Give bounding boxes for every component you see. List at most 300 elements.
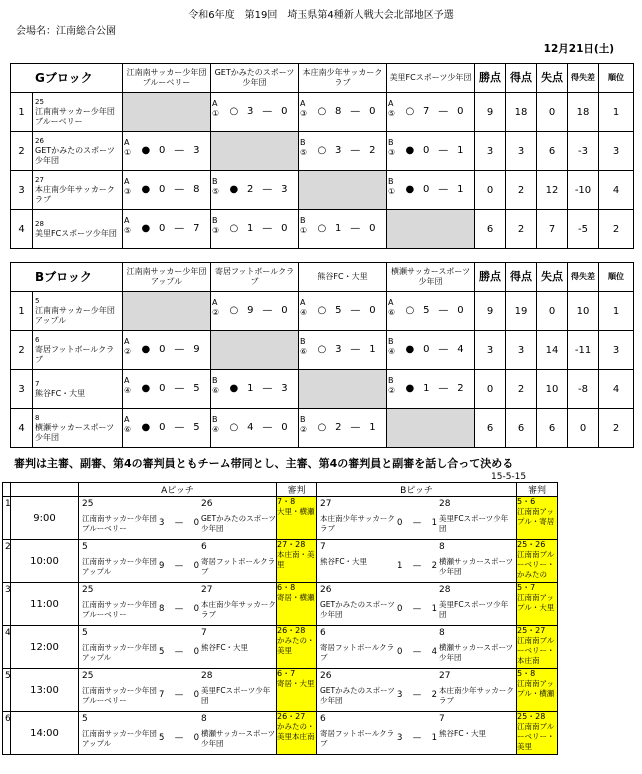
opponent-header: 熊谷FC・大里: [299, 263, 387, 292]
score-against: 5: [193, 383, 200, 394]
score-dash: —: [174, 184, 185, 195]
away-number: 8: [439, 542, 445, 552]
result-mark: ●: [141, 344, 151, 355]
pitch-letter: A: [388, 99, 394, 108]
fixture: [317, 626, 516, 668]
away-score: 1: [431, 733, 437, 743]
team-row: [11, 331, 634, 370]
team-cell: [33, 409, 123, 448]
referee-numbers: 25・26: [517, 540, 546, 549]
team-row: [11, 93, 634, 132]
away-number: 7: [201, 628, 207, 638]
stat-value: 2: [599, 409, 634, 448]
result-mark: ○: [229, 305, 239, 316]
home-number: 26: [320, 671, 332, 681]
score-line: [137, 422, 204, 433]
result-mark: ○: [317, 344, 327, 355]
self-match-cell: [211, 331, 299, 370]
fixture-score: [397, 647, 437, 657]
stat-value: 6: [506, 409, 537, 448]
away-team: 横瀬サッカースポーツ少年団: [439, 557, 514, 576]
referee-numbers: 5・6: [517, 497, 536, 506]
pitch-b-match: [317, 626, 517, 669]
team-cell: [33, 210, 123, 249]
result-mark: ●: [229, 184, 239, 195]
referee-teams: 寄居・横瀬: [277, 593, 315, 602]
stat-value: 3: [599, 132, 634, 171]
referee-cell: [517, 712, 558, 755]
away-score: 4: [431, 647, 437, 657]
fixture: [317, 712, 516, 754]
match-result-cell: [387, 331, 475, 370]
team-row: [11, 210, 634, 249]
result-mark: ●: [141, 223, 151, 234]
fixture: [79, 583, 276, 625]
match-result: [387, 331, 474, 369]
match-result: [299, 331, 386, 369]
score-dash: —: [174, 561, 184, 571]
match-result-cell: [211, 93, 299, 132]
pitch-letter: A: [124, 415, 130, 424]
home-team: 寄居フットボールクラブ: [320, 643, 395, 662]
score-line: [401, 305, 468, 316]
fixture-score: [159, 733, 199, 743]
score-line: [313, 145, 380, 156]
score-dash: —: [350, 305, 361, 316]
home-number: 6: [320, 628, 326, 638]
team-name: 美里FCスポーツ少年団: [35, 229, 117, 238]
away-score: 0: [193, 690, 199, 700]
match-order: [124, 376, 131, 396]
fixture: [79, 497, 276, 539]
match-result: [299, 409, 386, 447]
match-result: [299, 210, 386, 248]
fixture: [317, 540, 516, 582]
team-name: 横瀬サッカースポーツ少年団: [35, 423, 115, 442]
referee-teams: 大里・横瀬: [277, 507, 315, 516]
score-dash: —: [174, 383, 185, 394]
away-score: 0: [193, 518, 199, 528]
match-order-number: ⑥: [300, 347, 308, 356]
away-team: 熊谷FC・大里: [201, 643, 249, 652]
match-order: [212, 216, 219, 236]
match-order: [300, 216, 307, 236]
sched-header-aref: 審判: [277, 483, 317, 497]
match-result: [299, 292, 386, 330]
stat-value: 0: [475, 370, 506, 409]
score-dash: —: [262, 184, 273, 195]
stat-value: -8: [568, 370, 599, 409]
match-order-number: ⑥: [388, 308, 396, 317]
stat-header: 順位: [599, 263, 634, 292]
stat-header: 得点: [506, 263, 537, 292]
match-result-cell: [299, 210, 387, 249]
fixture-score: [159, 604, 199, 614]
score-dash: —: [174, 647, 184, 657]
stat-header: 失点: [537, 64, 568, 93]
stat-header: 得失差: [568, 64, 599, 93]
home-team: GETかみたのスポーツ少年団: [320, 600, 395, 619]
fixture-score: [159, 561, 199, 571]
score-against: 3: [281, 184, 288, 195]
match-result: [123, 171, 210, 209]
team-cell: [33, 171, 123, 210]
venue-label: 会場名：江南総合公園: [16, 26, 116, 37]
match-order-number: ⑤: [124, 226, 132, 235]
schedule-row: [3, 497, 558, 540]
result-mark: ●: [405, 145, 415, 156]
stat-value: 0: [537, 292, 568, 331]
match-no: 2: [3, 540, 11, 583]
row-index: 2: [11, 132, 33, 171]
result-mark: ●: [229, 383, 239, 394]
match-order: [124, 337, 131, 357]
score-for: 0: [159, 145, 166, 156]
sched-header-no: [3, 483, 11, 497]
match-result-cell: [123, 171, 211, 210]
block-name: Bブロック: [11, 263, 123, 292]
match-order: [388, 177, 395, 197]
stat-value: -5: [568, 210, 599, 249]
referee-teams: 江南南ブルーベリー・かみたの: [517, 550, 555, 579]
referee-numbers: 27・28: [277, 540, 306, 549]
score-line: [313, 106, 380, 117]
home-number: 26: [320, 585, 332, 595]
match-result: [299, 93, 386, 131]
result-mark: ○: [317, 106, 327, 117]
score-line: [313, 305, 380, 316]
team-number: 7: [35, 380, 40, 388]
fixture-score: [397, 518, 437, 528]
referee-cell: [517, 669, 558, 712]
score-against: 7: [193, 223, 200, 234]
team-cell: [33, 132, 123, 171]
stat-value: 0: [475, 171, 506, 210]
match-order: [124, 216, 131, 236]
pitch-letter: A: [124, 138, 130, 147]
match-result-cell: [387, 171, 475, 210]
score-dash: —: [174, 518, 184, 528]
pitch-letter: A: [124, 177, 130, 186]
team-number: 27: [35, 176, 44, 184]
away-score: 1: [431, 518, 437, 528]
result-mark: ●: [141, 184, 151, 195]
match-result: [123, 210, 210, 248]
kickoff-time: 10:00: [11, 540, 79, 583]
away-score: 0: [193, 733, 199, 743]
match-result: [211, 171, 298, 209]
referee-cell: [277, 669, 317, 712]
score-for: 0: [423, 344, 430, 355]
match-result-cell: [123, 132, 211, 171]
match-order: [300, 99, 307, 119]
referee-numbers: 7・8: [277, 497, 296, 506]
score-against: 0: [281, 422, 288, 433]
away-score: 0: [193, 561, 199, 571]
match-order: [124, 415, 131, 435]
home-score: 0: [397, 647, 403, 657]
pitch-b-match: [317, 540, 517, 583]
home-number: 25: [82, 499, 94, 509]
referee-teams: 寄居・大里: [277, 679, 315, 688]
referee-numbers: 25・28: [517, 712, 546, 721]
team-row: [11, 409, 634, 448]
stat-header: 得点: [506, 64, 537, 93]
home-team: 江南南サッカー少年団 ブルーベリー: [82, 686, 157, 705]
pitch-letter: A: [124, 216, 130, 225]
team-row: [11, 292, 634, 331]
stat-value: 14: [537, 331, 568, 370]
match-no: 5: [3, 669, 11, 712]
match-result-cell: [387, 93, 475, 132]
score-dash: —: [262, 383, 273, 394]
home-score: 0: [397, 518, 403, 528]
referee-numbers: 5・7: [517, 583, 536, 592]
self-match-cell: [211, 132, 299, 171]
match-no: 6: [3, 712, 11, 755]
row-index: 1: [11, 93, 33, 132]
stat-value: 2: [506, 370, 537, 409]
away-number: 8: [439, 628, 445, 638]
referee-teams: 江南南アップル・横瀬: [517, 679, 555, 698]
referee-teams: かみたの・美里: [277, 636, 315, 655]
match-order: [388, 138, 395, 158]
stat-header: 順位: [599, 64, 634, 93]
opponent-header: 横瀬サッカースポーツ少年団: [387, 263, 475, 292]
score-for: 0: [159, 344, 166, 355]
score-for: 0: [159, 223, 166, 234]
referee-teams: 江南南ブルーベリー・美里: [517, 722, 555, 751]
match-result: [123, 370, 210, 408]
stat-value: 3: [506, 132, 537, 171]
match-result: [387, 370, 474, 408]
team-cell: [33, 331, 123, 370]
score-against: 0: [369, 305, 376, 316]
pitch-letter: B: [300, 216, 306, 225]
fixture: [79, 669, 276, 711]
match-order-number: ③: [388, 148, 396, 157]
home-number: 25: [82, 585, 94, 595]
pitch-a-match: [79, 583, 277, 626]
score-dash: —: [412, 733, 422, 743]
away-number: 28: [201, 671, 213, 681]
match-result-cell: [123, 370, 211, 409]
home-score: 7: [159, 690, 165, 700]
fixture: [317, 669, 516, 711]
home-score: 0: [397, 604, 403, 614]
referee-teams: かみたの・美里本庄南: [277, 722, 315, 741]
score-for: 1: [247, 383, 254, 394]
away-team: 熊谷FC・大里: [439, 729, 487, 738]
match-order: [388, 298, 395, 318]
match-result-cell: [299, 132, 387, 171]
score-against: 0: [457, 106, 464, 117]
opponent-header: 寄居フットボールクラブ: [211, 263, 299, 292]
score-against: 0: [281, 305, 288, 316]
self-match-cell: [123, 292, 211, 331]
pitch-letter: A: [124, 337, 130, 346]
stat-value: -3: [568, 132, 599, 171]
away-number: 27: [439, 671, 451, 681]
stat-header: 得失差: [568, 263, 599, 292]
score-dash: —: [350, 422, 361, 433]
result-mark: ●: [405, 383, 415, 394]
match-order: [300, 415, 307, 435]
match-order-number: ①: [212, 109, 220, 118]
match-order-number: ③: [124, 187, 132, 196]
stat-value: 3: [475, 331, 506, 370]
home-score: 8: [159, 604, 165, 614]
match-result: [211, 210, 298, 248]
score-for: 0: [423, 145, 430, 156]
score-for: 1: [423, 383, 430, 394]
score-for: 3: [335, 344, 342, 355]
score-dash: —: [438, 106, 449, 117]
match-result-cell: [299, 93, 387, 132]
stat-header: 勝点: [475, 263, 506, 292]
home-score: 3: [397, 733, 403, 743]
score-dash: —: [412, 604, 422, 614]
match-result: [387, 292, 474, 330]
score-dash: —: [350, 106, 361, 117]
match-result: [211, 93, 298, 131]
home-team: 江南南サッカー少年団 アップル: [82, 557, 157, 576]
score-for: 3: [335, 145, 342, 156]
sched-header-bref: 審判: [517, 483, 558, 497]
match-order: [300, 298, 307, 318]
row-index: 3: [11, 171, 33, 210]
result-mark: ●: [405, 184, 415, 195]
team-cell: [33, 93, 123, 132]
score-for: 5: [423, 305, 430, 316]
self-match-cell: [299, 370, 387, 409]
stat-value: 9: [475, 93, 506, 132]
team-number: 5: [35, 297, 40, 305]
score-dash: —: [438, 145, 449, 156]
away-team: 本庄南少年サッカークラブ: [201, 600, 276, 619]
score-line: [401, 344, 468, 355]
match-order-number: ⑥: [212, 386, 220, 395]
stat-value: 2: [506, 171, 537, 210]
block-header-row: [11, 64, 634, 93]
stat-value: 6: [537, 409, 568, 448]
match-order-number: ⑥: [124, 425, 132, 434]
score-for: 0: [159, 422, 166, 433]
date-label: 12月21日(土): [543, 43, 614, 55]
score-line: [225, 223, 292, 234]
score-line: [137, 223, 204, 234]
match-order-number: ②: [388, 386, 396, 395]
match-result-cell: [123, 409, 211, 448]
score-dash: —: [262, 223, 273, 234]
away-score: 0: [193, 604, 199, 614]
score-against: 0: [281, 106, 288, 117]
pitch-letter: A: [212, 298, 218, 307]
block-name: Gブロック: [11, 64, 123, 93]
self-match-cell: [387, 409, 475, 448]
match-result-cell: [211, 292, 299, 331]
stat-value: 12: [537, 171, 568, 210]
home-team: 江南南サッカー少年団 アップル: [82, 643, 157, 662]
team-name: GETかみたのスポーツ少年団: [35, 146, 115, 165]
away-number: 28: [439, 585, 451, 595]
score-against: 1: [457, 184, 464, 195]
match-result-cell: [211, 210, 299, 249]
pitch-letter: B: [388, 138, 394, 147]
away-team: 本庄南少年サッカークラブ: [439, 686, 514, 705]
stat-value: 6: [475, 409, 506, 448]
fixture-score: [159, 647, 199, 657]
score-line: [225, 184, 292, 195]
schedule-row: [3, 712, 558, 755]
match-order: [212, 177, 219, 197]
stat-value: 3: [599, 331, 634, 370]
score-against: 1: [457, 145, 464, 156]
score-against: 2: [457, 383, 464, 394]
away-number: 28: [439, 499, 451, 509]
home-score: 9: [159, 561, 165, 571]
pitch-a-match: [79, 712, 277, 755]
score-dash: —: [438, 305, 449, 316]
score-line: [313, 422, 380, 433]
match-result-cell: [299, 292, 387, 331]
result-mark: ○: [405, 305, 415, 316]
score-line: [137, 383, 204, 394]
match-result: [387, 171, 474, 209]
stat-value: 19: [506, 292, 537, 331]
result-mark: ○: [229, 422, 239, 433]
stat-value: -11: [568, 331, 599, 370]
score-against: 4: [457, 344, 464, 355]
block-header-row: [11, 263, 634, 292]
self-match-cell: [387, 210, 475, 249]
score-against: 3: [193, 145, 200, 156]
referee-cell: [517, 583, 558, 626]
fixture: [79, 712, 276, 754]
score-dash: —: [174, 422, 185, 433]
home-number: 7: [320, 542, 326, 552]
stat-value: 7: [537, 210, 568, 249]
stat-value: 0: [568, 409, 599, 448]
team-name: 寄居フットボールクラブ: [35, 345, 115, 364]
referee-cell: [517, 626, 558, 669]
match-result-cell: [299, 331, 387, 370]
score-dash: —: [174, 690, 184, 700]
stat-value: 18: [506, 93, 537, 132]
team-name: 江南南サッカー少年団 アップル: [35, 306, 115, 325]
referee-teams: 江南南アップル・寄居: [517, 507, 555, 526]
away-number: 8: [201, 714, 207, 724]
score-against: 2: [369, 145, 376, 156]
score-dash: —: [350, 344, 361, 355]
doc-code: 15-5-15: [491, 472, 527, 482]
home-score: 5: [159, 733, 165, 743]
match-order: [300, 138, 307, 158]
match-result-cell: [123, 210, 211, 249]
score-against: 0: [281, 223, 288, 234]
sched-header-a: Aピッチ: [79, 483, 277, 497]
score-for: 1: [335, 223, 342, 234]
pitch-letter: A: [212, 99, 218, 108]
score-line: [225, 383, 292, 394]
home-number: 6: [320, 714, 326, 724]
schedule-row: [3, 669, 558, 712]
home-team: 熊谷FC・大里: [320, 557, 368, 566]
fixture-score: [397, 733, 437, 743]
score-dash: —: [412, 690, 422, 700]
away-team: 美里FCスポーツ少年団: [201, 686, 271, 705]
match-result: [123, 331, 210, 369]
